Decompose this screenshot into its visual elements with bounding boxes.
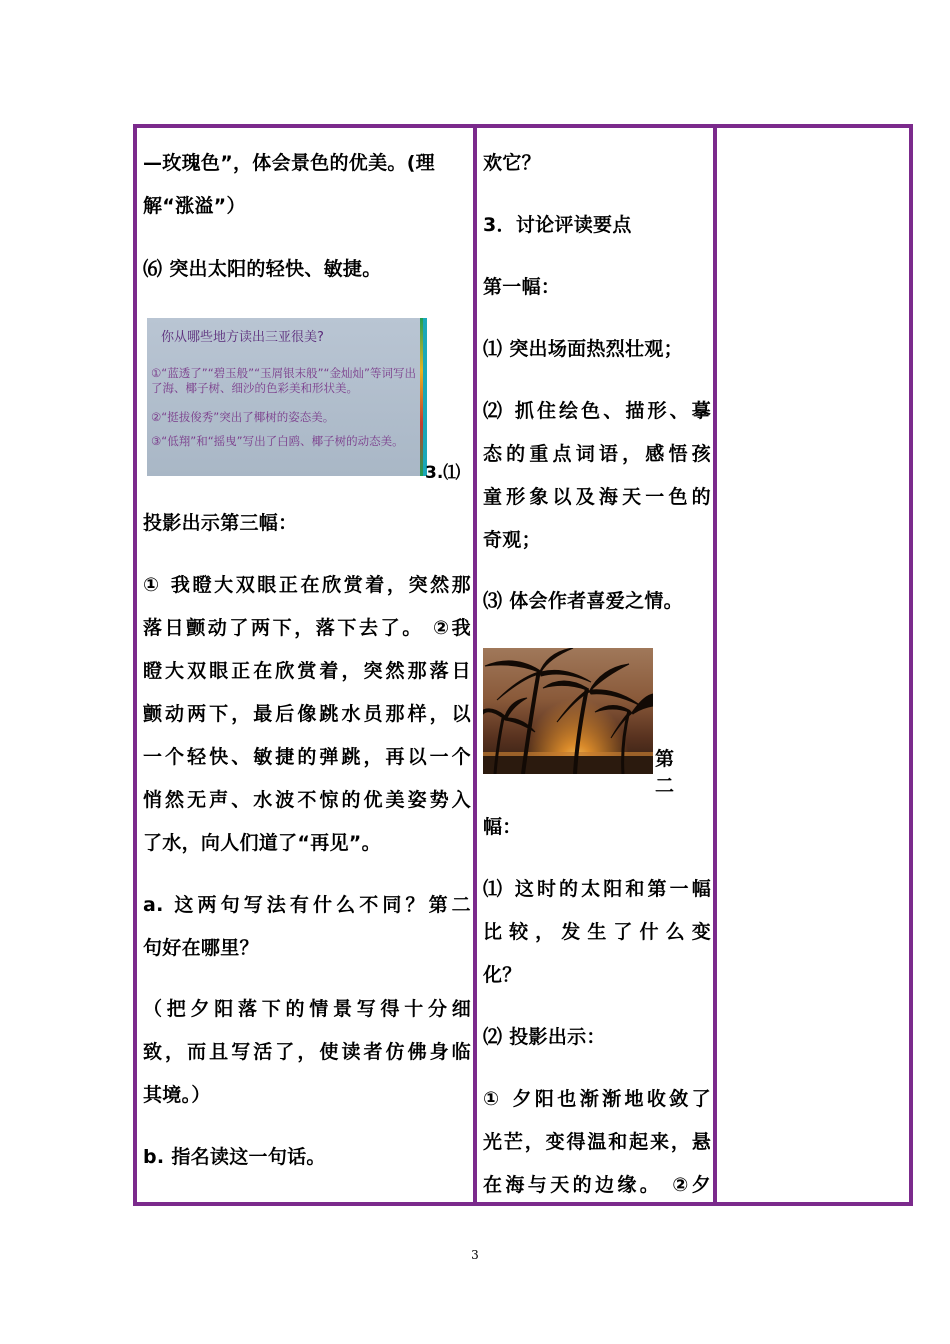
- col1-para-6-line-1: （把夕阳落下的情景写得十分细: [143, 998, 471, 1020]
- col2-para-5-line-4: 奇观；: [483, 529, 541, 551]
- col2-para-8-line-2: 比较，发生了什么变: [483, 921, 711, 943]
- col2-para-1: 欢它？: [483, 152, 541, 174]
- col1-para-4-line-1: ① 我瞪大双眼正在欣赏着，突然那: [143, 574, 471, 596]
- lesson-table: [133, 124, 913, 1206]
- col2-para-2: 3．讨论评读要点: [483, 214, 632, 236]
- col2-para-7: 幅：: [483, 816, 522, 838]
- col2-para-6: ⑶ 体会作者喜爱之情。: [483, 590, 683, 612]
- column-divider-1: [473, 128, 477, 1202]
- second-picture-label: 第二: [655, 748, 689, 797]
- slide-title: 你从哪些地方读出三亚很美?: [161, 330, 324, 345]
- col1-para-5-line-1: a. 这两句写法有什么不同？第二: [143, 894, 471, 916]
- col1-para-4-line-4: 颤动两下，最后像跳水员那样，以: [143, 703, 471, 725]
- col2-para-8-line-1: ⑴ 这时的太阳和第一幅: [483, 878, 711, 900]
- column-divider-2: [713, 128, 717, 1202]
- col1-para-1-line-1: —玫瑰色”，体会景色的优美。(理: [143, 152, 435, 174]
- col2-para-3: 第一幅：: [483, 276, 561, 298]
- col2-para-5-line-1: ⑵ 抓住绘色、描形、摹: [483, 400, 711, 422]
- col2-para-5-line-2: 态的重点词语，感悟孩: [483, 443, 711, 465]
- col2-para-4: ⑴ 突出场面热烈壮观；: [483, 338, 683, 360]
- col2-para-10-line-2: 光芒，变得温和起来，悬: [483, 1131, 711, 1153]
- slide-line-2: ②“挺拔俊秀”突出了椰树的姿态美。: [151, 410, 335, 424]
- col1-para-4-line-5: 一个轻快、敏捷的弹跳，再以一个: [143, 746, 471, 768]
- item-number-label: 3.⑴: [425, 463, 461, 483]
- slide-image: [147, 318, 427, 476]
- col1-para-6-line-3: 其境。）: [143, 1084, 211, 1106]
- col1-para-4-line-6: 悄然无声、水波不惊的优美姿势入: [143, 789, 471, 811]
- col1-para-7: b. 指名读这一句话。: [143, 1146, 326, 1168]
- col2-para-9: ⑵ 投影出示：: [483, 1026, 606, 1048]
- col1-para-1-line-2: 解“涨溢”）: [143, 195, 246, 217]
- sunset-palm-photo: [483, 648, 653, 774]
- col2-para-5-line-3: 童形象以及海天一色的: [483, 486, 711, 508]
- col1-para-4-line-2: 落日颤动了两下，落下去了。 ②我: [143, 617, 471, 639]
- slide-line-3: ③“低翔”和“摇曳”写出了白鸥、椰子树的动态美。: [151, 434, 404, 448]
- col1-para-4-line-3: 瞪大双眼正在欣赏着，突然那落日: [143, 660, 471, 682]
- col1-para-5-line-2: 句好在哪里？: [143, 937, 259, 959]
- slide-decoration: [420, 318, 423, 476]
- col1-para-6-line-2: 致，而且写活了，使读者仿佛身临: [143, 1041, 471, 1063]
- palm-silhouette-icon: [483, 648, 653, 774]
- col2-para-8-line-3: 化？: [483, 964, 522, 986]
- slide-line-1: ①“蓝透了”“碧玉般”“玉屑银末般”“金灿灿”等词写出了海、椰子树、细沙的色彩美和形状美。: [151, 366, 416, 395]
- col2-para-10-line-1: ① 夕阳也渐渐地收敛了: [483, 1088, 711, 1110]
- page-number: 3: [471, 1248, 479, 1262]
- col1-para-2: ⑹ 突出太阳的轻快、敏捷。: [143, 258, 382, 280]
- col2-para-10-line-3: 在海与天的边缘。 ②夕: [483, 1174, 711, 1196]
- col1-para-4-line-7: 了水，向人们道了“再见”。: [143, 832, 381, 854]
- col1-para-3: 投影出示第三幅：: [143, 512, 298, 534]
